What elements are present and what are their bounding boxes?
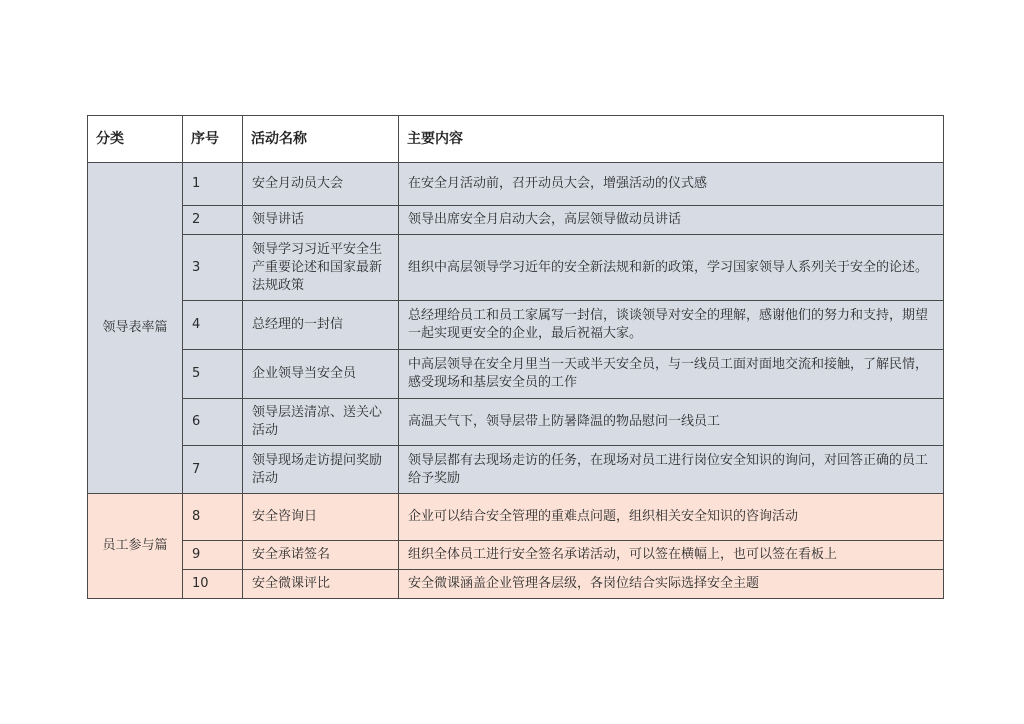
header-main-content: 主要内容: [399, 116, 944, 163]
number-cell: 8: [183, 494, 243, 541]
content-cell: 高温天气下，领导层带上防暑降温的物品慰问一线员工: [399, 399, 944, 446]
table-row: [88, 235, 944, 301]
activity-name-cell: 总经理的一封信: [243, 301, 399, 350]
activity-name-cell: 领导学习习近平安全生产重要论述和国家最新法规政策: [243, 235, 399, 301]
table-row: [88, 570, 944, 599]
content-cell: 领导出席安全月启动大会，高层领导做动员讲话: [399, 206, 944, 235]
content-cell: 组织中高层领导学习近年的安全新法规和新的政策，学习国家领导人系列关于安全的论述。: [399, 235, 944, 301]
activity-name-cell: 安全咨询日: [243, 494, 399, 541]
table-row: [88, 446, 944, 494]
header-category: 分类: [88, 116, 183, 163]
content-cell: 中高层领导在安全月里当一天或半天安全员，与一线员工面对面地交流和接触，了解民情，感受现场和基层安全员的工作: [399, 350, 944, 399]
number-cell: 2: [183, 206, 243, 235]
activity-name-cell: 领导现场走访提问奖励活动: [243, 446, 399, 494]
number-cell: 6: [183, 399, 243, 446]
content-cell: 安全微课涵盖企业管理各层级，各岗位结合实际选择安全主题: [399, 570, 944, 599]
content-cell: 在安全月活动前，召开动员大会，增强活动的仪式感: [399, 163, 944, 206]
category-cell: 领导表率篇: [88, 163, 183, 494]
activity-name-cell: 领导层送清凉、送关心活动: [243, 399, 399, 446]
table-row: [88, 301, 944, 350]
activity-table: [87, 115, 944, 599]
header-activity-name: 活动名称: [243, 116, 399, 163]
number-cell: 1: [183, 163, 243, 206]
content-cell: 企业可以结合安全管理的重难点问题，组织相关安全知识的咨询活动: [399, 494, 944, 541]
number-cell: 7: [183, 446, 243, 494]
table-header-row: [88, 116, 944, 163]
content-cell: 总经理给员工和员工家属写一封信，谈谈领导对安全的理解，感谢他们的努力和支持，期望一起实现更安全的企业，最后祝福大家。: [399, 301, 944, 350]
table-row: [88, 163, 944, 206]
activity-name-cell: 企业领导当安全员: [243, 350, 399, 399]
number-cell: 5: [183, 350, 243, 399]
table-row: [88, 494, 944, 541]
number-cell: 4: [183, 301, 243, 350]
number-cell: 9: [183, 541, 243, 570]
activity-name-cell: 安全微课评比: [243, 570, 399, 599]
category-cell: 员工参与篇: [88, 494, 183, 599]
number-cell: 10: [183, 570, 243, 599]
activity-name-cell: 领导讲话: [243, 206, 399, 235]
activity-table-container: [87, 115, 944, 599]
table-row: [88, 206, 944, 235]
header-number: 序号: [183, 116, 243, 163]
content-cell: 领导层都有去现场走访的任务，在现场对员工进行岗位安全知识的询问，对回答正确的员工给予奖励: [399, 446, 944, 494]
number-cell: 3: [183, 235, 243, 301]
table-row: [88, 350, 944, 399]
table-body: [88, 163, 944, 599]
table-row: [88, 399, 944, 446]
content-cell: 组织全体员工进行安全签名承诺活动，可以签在横幅上，也可以签在看板上: [399, 541, 944, 570]
activity-name-cell: 安全承诺签名: [243, 541, 399, 570]
table-row: [88, 541, 944, 570]
activity-name-cell: 安全月动员大会: [243, 163, 399, 206]
